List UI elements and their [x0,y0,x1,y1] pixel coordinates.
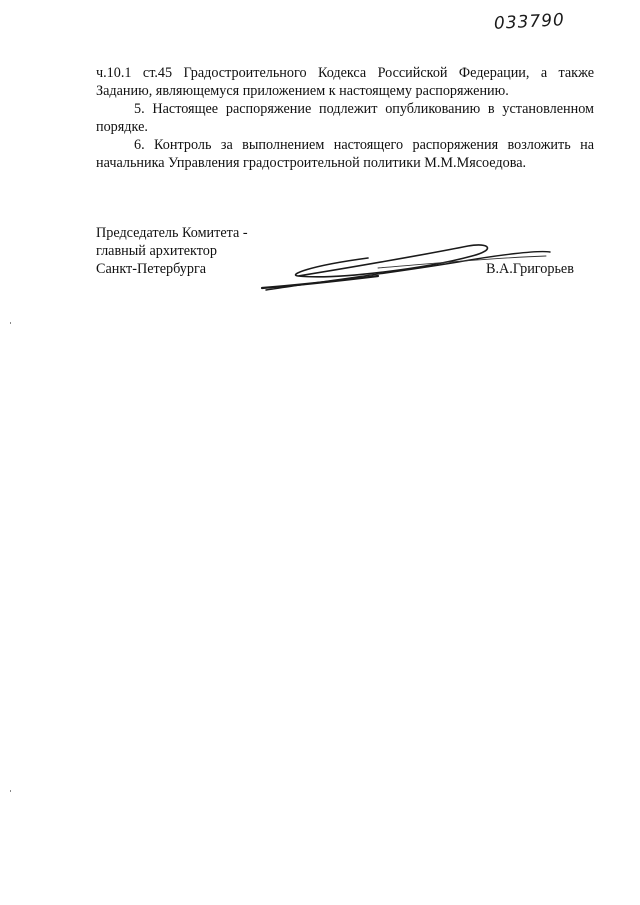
signatory-title-line-3: Санкт-Петербурга [96,261,207,277]
paragraph-basis-line-1: ч.10.1 ст.45 Градостроительного Кодекса Российской Федерации, а также [96,65,594,81]
signatory-title-line-1: Председатель Комитета - [96,225,248,241]
document-body [96,64,594,172]
signatory-name: В.А.Григорьев [486,261,574,277]
paragraph-5-publication: 5. Настоящее распоряжение подлежит опубликованию в установленном порядке. [96,101,594,135]
signatory-title [96,224,248,278]
scan-speck [10,322,11,324]
paragraph-6-control: 6. Контроль за выполнением настоящего распоряжения возложить на начальника Управления градостроительной политики М.М.Мясоедова. [96,137,594,171]
signatory-title-line-2: главный архитектор [96,243,217,259]
paragraph-basis-continued: Заданию, являющемуся приложением к настоящему распоряжению. [96,83,509,99]
paragraph-basis [96,64,594,82]
scan-speck [10,790,11,792]
handwritten-registration-number: 033790 [493,10,566,34]
